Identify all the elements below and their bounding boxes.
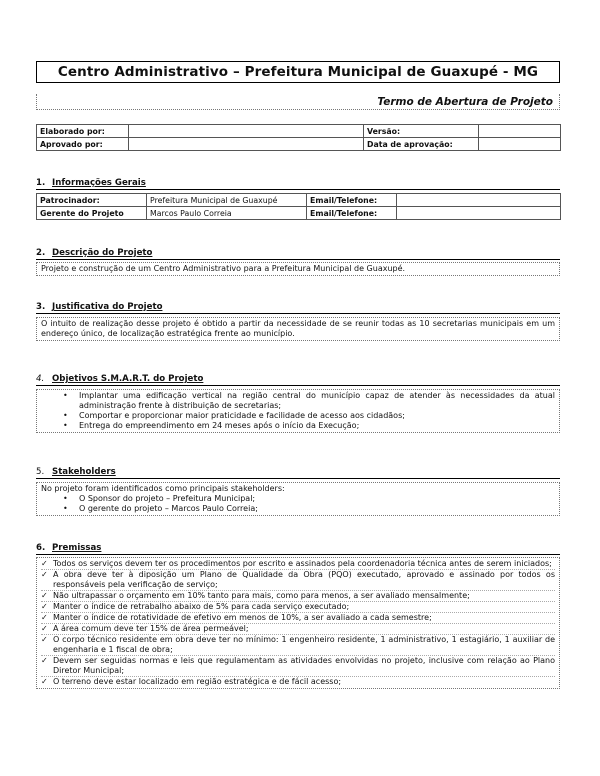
gerente-label: Gerente do Projeto <box>37 207 147 220</box>
metadata-table <box>36 124 561 151</box>
table-row <box>37 138 561 151</box>
section-number: 5. <box>36 467 45 477</box>
section-heading-descricao <box>36 248 560 260</box>
data-aprovacao-field[interactable] <box>479 138 561 151</box>
email-field[interactable] <box>397 207 561 220</box>
list-item: • O gerente do projeto – Marcos Paulo Correia; <box>41 504 555 514</box>
document-title: Centro Administrativo – Prefeitura Municipal de Guaxupé - MG <box>36 61 560 83</box>
list-item: ✓ Devem ser seguidas normas e leis que regulamentam as atividades envolvidas no projeto, inclusive com relação ao Plano Diretor Municipal; <box>41 656 555 677</box>
section-heading-premissas <box>36 543 560 555</box>
gerente-value: Marcos Paulo Correia <box>147 207 307 220</box>
document-subtitle: Termo de Abertura de Projeto <box>36 94 560 110</box>
stakeholders-box <box>36 482 560 516</box>
section-title: Premissas <box>52 543 102 553</box>
premissas-box <box>36 557 560 689</box>
email-label: Email/Telefone: <box>307 194 397 207</box>
descricao-text: Projeto e construção de um Centro Administrativo para a Prefeitura Municipal de Guaxupé. <box>36 262 560 276</box>
section-title: Informações Gerais <box>52 178 146 188</box>
stakeholders-list <box>41 494 555 514</box>
section-number: 2. <box>36 248 46 258</box>
patrocinador-value: Prefeitura Municipal de Guaxupé <box>147 194 307 207</box>
objetivos-list <box>41 391 555 431</box>
section-heading-justificativa <box>36 302 560 314</box>
section-title: Justificativa do Projeto <box>52 302 163 312</box>
table-row <box>37 125 561 138</box>
table-row <box>37 207 561 220</box>
patrocinador-label: Patrocinador: <box>37 194 147 207</box>
list-item: • O Sponsor do projeto – Prefeitura Municipal; <box>41 494 555 504</box>
section-title: Objetivos S.M.A.R.T. do Projeto <box>52 374 204 384</box>
section-heading-stakeholders <box>36 467 560 479</box>
list-item: ✓ Todos os serviços devem ter os procedimentos por escrito e assinados pela coordenadoria técnica antes de serem iniciados; <box>41 559 555 570</box>
list-item: • Implantar uma edificação vertical na região central do município capaz de atender às necessidades da atual administração frente à distribuição de secretarias; <box>41 391 555 411</box>
list-item: ✓ O corpo técnico residente em obra deve ter no mínimo: 1 engenheiro residente, 1 administrativo, 1 estagiário, 1 auxiliar de engenharia e 1 fiscal de obra; <box>41 635 555 656</box>
justificativa-text: O intuito de realização desse projeto é obtido a partir da necessidade de se reunir todas as 10 secretarias municipais em um endereço único, de localização estratégica frente ao município. <box>36 317 560 341</box>
section-number: 3. <box>36 302 46 312</box>
data-aprovacao-label: Data de aprovação: <box>364 138 479 151</box>
section-heading-objetivos <box>36 374 560 386</box>
list-item: ✓ Manter o índice de rotatividade de efetivo em menos de 10%, a ser avaliado a cada semestre; <box>41 613 555 624</box>
objetivos-box <box>36 389 560 433</box>
section-title: Stakeholders <box>52 467 116 477</box>
elaborado-label: Elaborado por: <box>37 125 129 138</box>
versao-label: Versão: <box>364 125 479 138</box>
table-row <box>37 194 561 207</box>
elaborado-field[interactable] <box>129 125 364 138</box>
email-field[interactable] <box>397 194 561 207</box>
list-item: ✓ O terreno deve estar localizado em região estratégica e de fácil acesso; <box>41 677 555 687</box>
list-item: ✓ A área comum deve ter 15% de área permeável; <box>41 624 555 635</box>
list-item: ✓ A obra deve ter à diposição um Plano de Qualidade da Obra (PQO) executado, aprovado e assinado por todos os responsáveis pela verificação de serviço; <box>41 570 555 591</box>
informacoes-table <box>36 193 561 220</box>
section-number: 4. <box>36 374 45 384</box>
section-number: 6. <box>36 543 46 553</box>
section-number: 1. <box>36 178 46 188</box>
premissas-list <box>41 559 555 687</box>
aprovado-field[interactable] <box>129 138 364 151</box>
section-heading-informacoes <box>36 178 560 190</box>
section-title: Descrição do Projeto <box>52 248 153 258</box>
list-item: ✓ Não ultrapassar o orçamento em 10% tanto para mais, como para menos, a ser avaliado mensalmente; <box>41 591 555 602</box>
versao-field[interactable] <box>479 125 561 138</box>
stakeholders-intro: No projeto foram identificados como principais stakeholders: <box>41 484 285 493</box>
email-label: Email/Telefone: <box>307 207 397 220</box>
list-item: • Comportar e proporcionar maior praticidade e facilidade de acesso aos cidadãos; <box>41 411 555 421</box>
list-item: • Entrega do empreendimento em 24 meses após o início da Execução; <box>41 421 555 431</box>
aprovado-label: Aprovado por: <box>37 138 129 151</box>
list-item: ✓ Manter o índice de retrabalho abaixo de 5% para cada serviço executado; <box>41 602 555 613</box>
